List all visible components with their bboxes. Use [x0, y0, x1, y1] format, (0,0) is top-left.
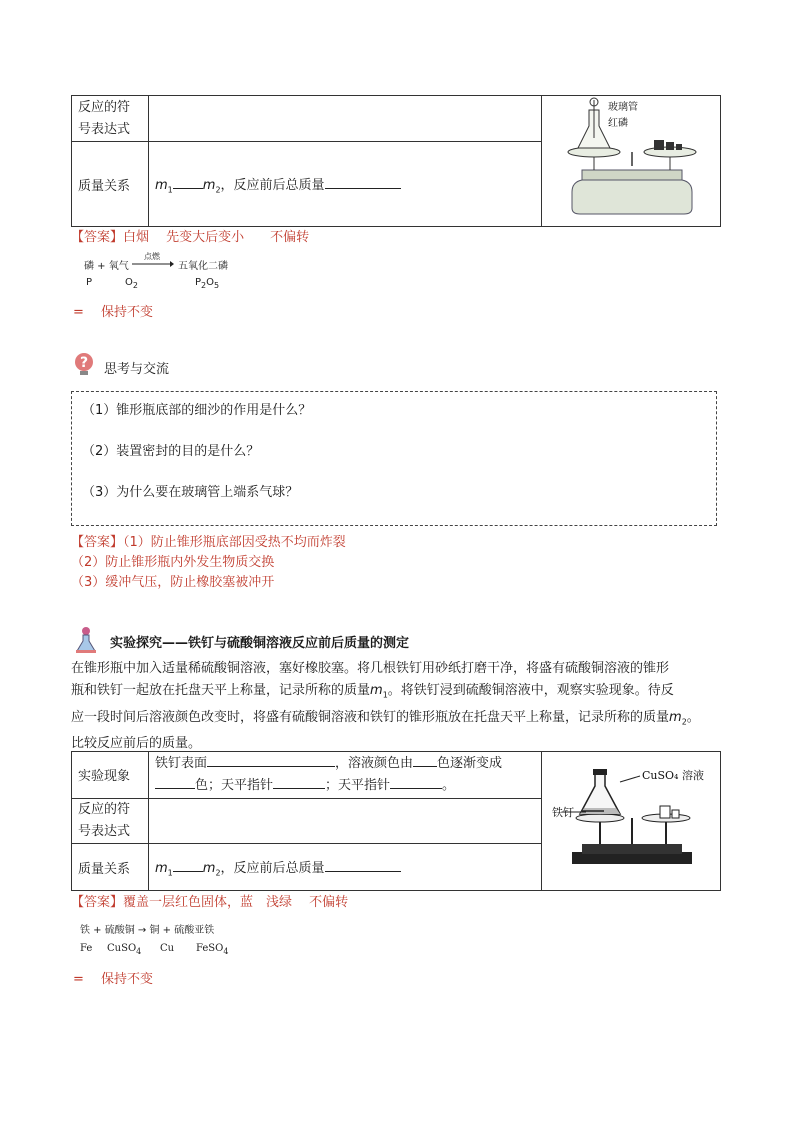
- row-expression-label: 反应的符号表达式: [72, 96, 149, 142]
- equation-condition: 点燃: [144, 252, 160, 261]
- symbol-feso4: FeSO$_4$: [196, 943, 229, 956]
- label-tube: 玻璃管: [608, 102, 638, 113]
- svg-text:?: ?: [79, 355, 89, 371]
- row-mass-label-2: 质量关系: [72, 844, 149, 891]
- answer-1: 【答案】白烟 先变大后变小 不偏转: [71, 230, 310, 245]
- symbol-cuso4: CuSO$_4$: [107, 943, 142, 956]
- experiment-description: 在锥形瓶中加入适量稀硫酸铜溶液，塞好橡胶塞。将几根铁钉用砂纸打磨干净，将盛有硫酸铜溶液的锥形 瓶和铁钉一起放在托盘天平上称量，记录所称的质量$m_1$。将铁钉浸到硫酸铜溶液中，观察实验现象。待反 应一段时间后溶液颜色改变时，将盛有硫酸铜溶液和铁钉的锥形瓶放在托盘天平上称量，记录所称的质量$m_2$。 比较反应前后的质量。: [71, 661, 700, 752]
- symbol-cu: Cu: [160, 943, 175, 954]
- label-cuso4: CuSO₄ 溶液: [642, 769, 704, 782]
- answer-3-result: = 保持不变: [73, 972, 154, 987]
- think-title: 思考与交流: [104, 362, 170, 377]
- row-mass-value: $m_1$ $m_2$，反应前后总质量: [149, 142, 542, 227]
- think-q3: （3）为什么要在玻璃管上端系气球？: [82, 485, 299, 500]
- flask-icon: [74, 626, 98, 654]
- row-mass-label: 质量关系: [72, 142, 149, 227]
- table-iron: [71, 751, 721, 891]
- label-nail: 铁钉: [552, 806, 574, 819]
- equation-iron-words: 铁 + 硫酸铜 → 铜 + 硫酸亚铁: [80, 925, 215, 936]
- question-mark-icon: [73, 352, 95, 376]
- table-phosphorus: [71, 95, 721, 227]
- row-mass-value-2: $m_1$ $m_2$，反应前后总质量: [149, 844, 542, 891]
- balance-iron-icon: [542, 752, 720, 886]
- symbol-p: P: [86, 277, 93, 288]
- answer-2: 【答案】（1）防止锥形瓶底部因受热不均而炸裂 （2）防止锥形瓶内外发生物质交换 （3）缓冲气压，防止橡胶塞被冲开: [71, 535, 346, 590]
- experiment-title: 实验探究——铁钉与硫酸铜溶液反应前后质量的测定: [110, 636, 410, 651]
- symbol-o2: $O_2$: [125, 277, 138, 290]
- balance-figure-iron: [542, 752, 721, 891]
- answer-3: 【答案】覆盖一层红色固体，蓝 浅绿 不偏转: [71, 895, 349, 910]
- row-observation-label: 实验现象: [72, 752, 149, 799]
- equation-phosphorus-product: 五氧化二磷: [178, 261, 228, 272]
- arrow-icon: [132, 260, 174, 268]
- think-q1: （1）锥形瓶底部的细沙的作用是什么？: [82, 403, 312, 418]
- row-expression-value-2: [149, 798, 542, 844]
- balance-phosphorus-icon: [542, 96, 720, 222]
- think-q2: （2）装置密封的目的是什么？: [82, 444, 260, 459]
- equation-phosphorus-words: 磷 + 氧气: [84, 261, 129, 272]
- row-expression-label-2: 反应的符号表达式: [72, 798, 149, 844]
- answer-1-result: = 保持不变: [73, 305, 154, 320]
- row-observation-value: 铁钉表面 ，溶液颜色由 色逐渐变成 色；天平指针 ；天平指针 。: [149, 752, 542, 799]
- row-expression-value: [149, 96, 542, 142]
- symbol-p2o5: $P_2O_5$: [195, 277, 220, 290]
- symbol-fe: Fe: [80, 943, 93, 954]
- balance-figure-phosphorus: [542, 96, 721, 227]
- label-phosphorus: 红磷: [608, 118, 628, 129]
